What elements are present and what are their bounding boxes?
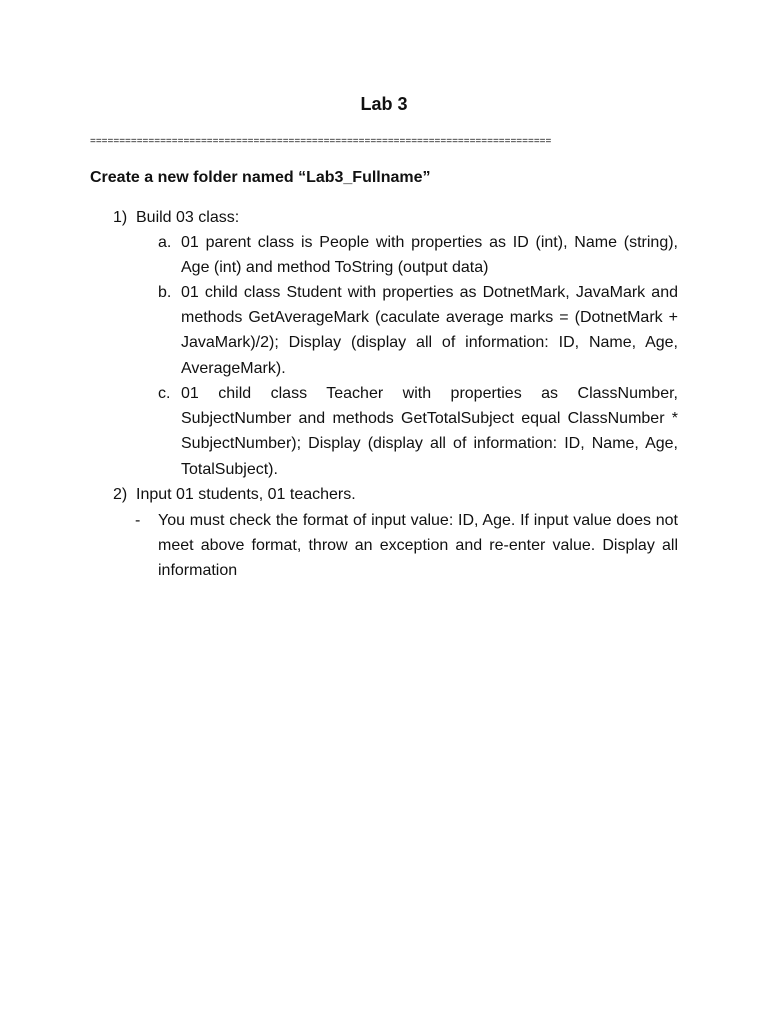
sub-item-a (158, 230, 678, 280)
document-title: Lab 3 (360, 94, 408, 114)
section-heading: Create a new folder named “Lab3_Fullname” (90, 169, 431, 186)
list-marker: c. (158, 385, 171, 402)
list-item-text: Build 03 class: (136, 209, 240, 226)
sub-item-text: 01 parent class is People with properties as ID (int), Name (string), Age (int) and method ToString (output data) (181, 234, 678, 277)
list-marker: 1) (113, 209, 128, 226)
sub-item-c (158, 381, 678, 482)
bullet-marker: - (135, 512, 141, 529)
list-marker: a. (158, 234, 172, 251)
sub-item-b (158, 280, 678, 381)
bullet-text: You must check the format of input value: ID, Age. If input value does not meet above format, throw an exception and re-enter value. Display all information (158, 512, 678, 580)
list-marker: 2) (113, 486, 128, 503)
list-marker: b. (158, 284, 172, 301)
list-item-text: Input 01 students, 01 teachers. (136, 486, 356, 503)
separator-line: =============================================================================== (90, 136, 552, 147)
sub-item-text: 01 child class Teacher with properties as ClassNumber, SubjectNumber and methods GetTotalSubject equal ClassNumber * SubjectNumber); Display (display all of information: ID, Name, Age, TotalSubject). (181, 385, 678, 478)
bullet-item (135, 508, 678, 584)
sub-item-text: 01 child class Student with properties as DotnetMark, JavaMark and methods GetAverageMark (caculate average marks = (DotnetMark + JavaMark)/2); Display (display all of information: ID, Name, Age, AverageMark). (181, 284, 678, 377)
